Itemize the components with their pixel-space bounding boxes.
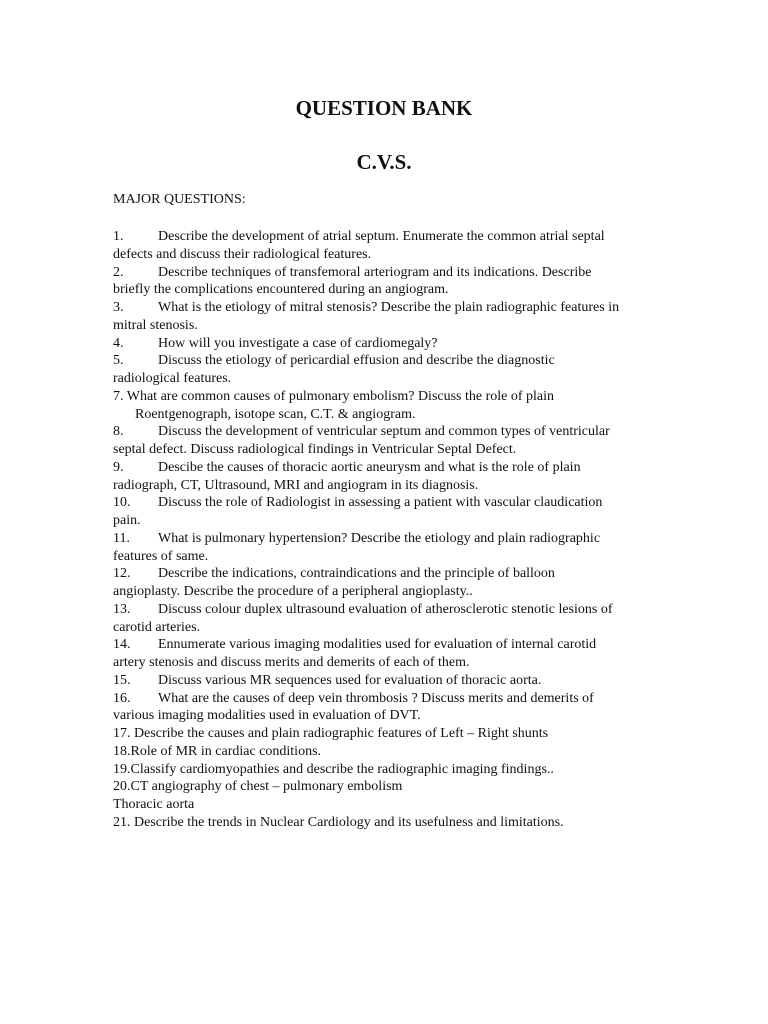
question-line bbox=[113, 654, 673, 672]
question-text: pain. bbox=[113, 513, 141, 528]
question-line bbox=[113, 530, 673, 548]
question-text: Thoracic aorta bbox=[113, 797, 195, 812]
question-text: Discuss colour duplex ultrasound evaluation of atherosclerotic stenotic lesions of bbox=[158, 601, 613, 617]
question-text: Discuss the etiology of pericardial effusion and describe the diagnostic bbox=[158, 353, 555, 369]
question-text: What is pulmonary hypertension? Describe the etiology and plain radiographic bbox=[158, 530, 601, 546]
question-line bbox=[113, 725, 673, 743]
question-line bbox=[113, 477, 673, 495]
page-subtitle: C.V.S. bbox=[356, 150, 412, 174]
question-text: artery stenosis and discuss merits and demerits of each of them. bbox=[113, 655, 470, 670]
question-text: various imaging modalities used in evaluation of DVT. bbox=[113, 708, 421, 724]
question-line bbox=[113, 796, 673, 814]
question-line bbox=[113, 778, 673, 796]
question-text: What are the causes of deep vein thrombosis ? Discuss merits and demerits of bbox=[158, 690, 594, 706]
question-text: Ennumerate various imaging modalities used for evaluation of internal carotid bbox=[158, 637, 597, 653]
question-line bbox=[113, 636, 673, 654]
question-number: 4. bbox=[113, 335, 124, 351]
question-line bbox=[113, 548, 673, 566]
question-text: Describe the development of atrial septum. Enumerate the common atrial septal bbox=[158, 229, 605, 244]
question-text: Discuss the role of Radiologist in assessing a patient with vascular claudication bbox=[158, 495, 603, 511]
question-number: 5. bbox=[113, 353, 124, 369]
question-line bbox=[113, 583, 673, 601]
question-line bbox=[113, 672, 673, 690]
section-heading: MAJOR QUESTIONS: bbox=[113, 192, 246, 207]
question-text: Discuss the development of ventricular septum and common types of ventricular bbox=[158, 424, 610, 440]
question-number: 15. bbox=[113, 672, 131, 688]
question-line bbox=[113, 565, 673, 583]
question-line bbox=[113, 406, 673, 424]
question-number: 9. bbox=[113, 459, 124, 475]
question-line bbox=[113, 281, 673, 299]
question-line bbox=[113, 512, 673, 530]
question-text: 17. Describe the causes and plain radiographic features of Left – Right shunts bbox=[113, 726, 549, 741]
question-number: 12. bbox=[113, 566, 131, 582]
question-number: 3. bbox=[113, 300, 124, 315]
question-line bbox=[113, 246, 673, 264]
question-line bbox=[113, 494, 673, 512]
question-text: Describe techniques of transfemoral arteriogram and its indications. Describe bbox=[158, 264, 592, 280]
question-number: 14. bbox=[113, 637, 131, 653]
question-line bbox=[113, 370, 673, 388]
question-number: 10. bbox=[113, 495, 131, 511]
question-text: 7. What are common causes of pulmonary embolism? Discuss the role of plain bbox=[113, 388, 555, 404]
question-line bbox=[113, 317, 673, 335]
question-line bbox=[113, 619, 673, 637]
question-line bbox=[113, 228, 673, 246]
question-line bbox=[113, 459, 673, 477]
question-text: radiograph, CT, Ultrasound, MRI and angiogram in its diagnosis. bbox=[113, 477, 479, 493]
question-number: 13. bbox=[113, 601, 131, 617]
page-title: QUESTION BANK bbox=[295, 96, 473, 120]
question-line bbox=[113, 601, 673, 619]
question-line bbox=[113, 743, 673, 761]
question-text: septal defect. Discuss radiological findings in Ventricular Septal Defect. bbox=[113, 442, 517, 457]
question-text: angioplasty. Describe the procedure of a peripheral angioplasty.. bbox=[113, 584, 473, 599]
question-line bbox=[113, 352, 673, 370]
question-text: 21. Describe the trends in Nuclear Cardiology and its usefulness and limitations. bbox=[113, 814, 564, 830]
question-line bbox=[113, 423, 673, 441]
question-line bbox=[113, 264, 673, 282]
question-line bbox=[113, 761, 673, 779]
question-line bbox=[113, 299, 673, 317]
question-line bbox=[113, 707, 673, 725]
question-list bbox=[113, 228, 673, 832]
question-text: What is the etiology of mitral stenosis? Describe the plain radiographic features in bbox=[158, 300, 620, 315]
question-text: mitral stenosis. bbox=[113, 317, 198, 333]
question-line bbox=[113, 388, 673, 406]
question-text: How will you investigate a case of cardiomegaly? bbox=[158, 335, 438, 351]
question-line bbox=[113, 335, 673, 353]
question-text: 19.Classify cardiomyopathies and describe the radiographic imaging findings.. bbox=[113, 761, 554, 777]
question-text: features of same. bbox=[113, 548, 209, 564]
question-line bbox=[113, 441, 673, 459]
question-text: Descibe the causes of thoracic aortic aneurysm and what is the role of plain bbox=[158, 459, 581, 475]
question-number: 8. bbox=[113, 424, 124, 440]
question-line bbox=[113, 690, 673, 708]
question-text: defects and discuss their radiological features. bbox=[113, 246, 372, 262]
question-number: 16. bbox=[113, 690, 131, 706]
question-text: 18.Role of MR in cardiac conditions. bbox=[113, 743, 322, 759]
question-text: Describe the indications, contraindications and the principle of balloon bbox=[158, 566, 555, 582]
question-text: Roentgenograph, isotope scan, C.T. & angiogram. bbox=[135, 406, 416, 422]
question-line bbox=[113, 814, 673, 832]
question-number: 1. bbox=[113, 229, 124, 244]
question-text: Discuss various MR sequences used for evaluation of thoracic aorta. bbox=[158, 672, 542, 688]
question-text: carotid arteries. bbox=[113, 619, 201, 635]
question-text: radiological features. bbox=[113, 371, 232, 386]
question-number: 2. bbox=[113, 264, 124, 280]
question-text: 20.CT angiography of chest – pulmonary embolism bbox=[113, 779, 403, 795]
question-text: briefly the complications encountered during an angiogram. bbox=[113, 282, 449, 298]
question-number: 11. bbox=[113, 530, 130, 546]
